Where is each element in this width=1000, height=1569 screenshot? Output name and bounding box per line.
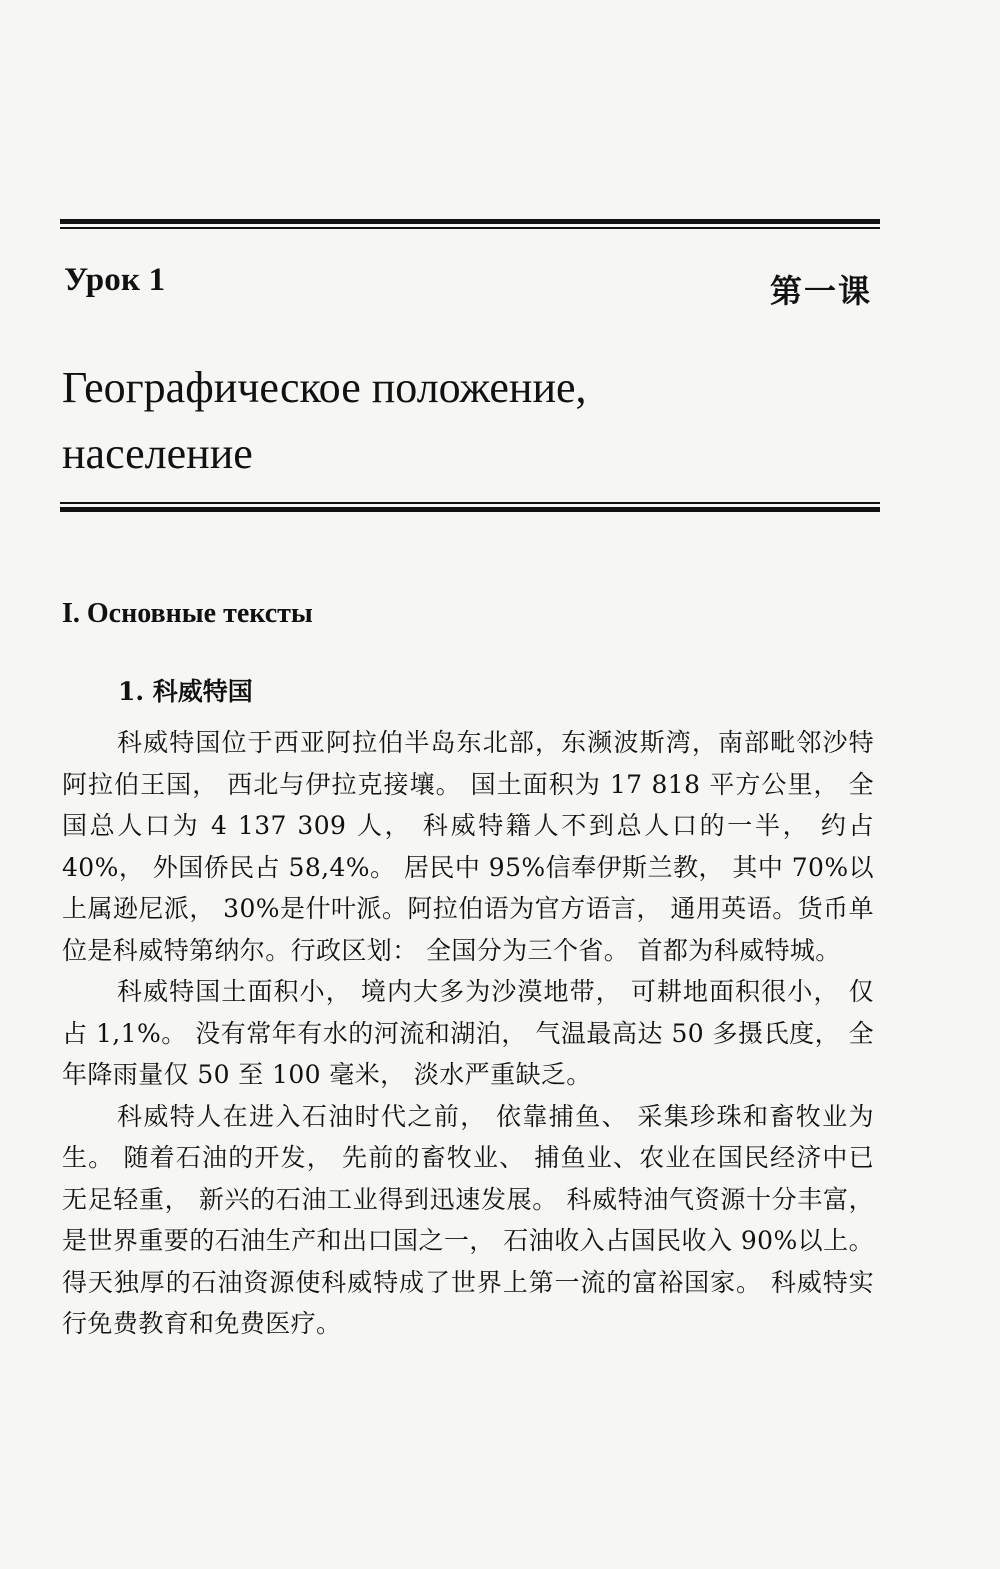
body-text [62, 722, 874, 1345]
bottom-double-rule [60, 502, 880, 512]
lesson-number-russian: Урок 1 [64, 262, 166, 298]
lesson-number-chinese: 第一课 [769, 272, 872, 310]
section-heading: I. Основные тексты [62, 598, 313, 629]
paragraph-3: 科威特人在进入石油时代之前， 依靠捕鱼、 采集珍珠和畜牧业为生。 随着石油的开发， 先前的畜牧业、 捕鱼业、农业在国民经济中已无足轻重， 新兴的石油工业得到迅速发展。 科威特油气资源十分丰富， 是世界重要的石油生产和出口国之一， 石油收入占国民收入 90%以上。 得天独厚的石油资源使科威特成了世界上第一流的富裕国家。 科威特实行免费教育和免费医疗。 [62, 1101, 874, 1338]
lesson-title-line1: Географическое положение, [62, 363, 587, 412]
lesson-title [62, 355, 882, 487]
paragraph-1: 科威特国位于西亚阿拉伯半岛东北部，东濒波斯湾，南部毗邻沙特阿拉伯王国， 西北与伊拉克接壤。 国土面积为 17 818 平方公里， 全国总人口为 4 137 309 人， 科威特籍人不到总人口的一半， 约占 40%， 外国侨民占 58,4%。 居民中 95%信奉伊斯兰教， 其中 70%以上属逊尼派， 30%是什叶派。阿拉伯语为官方语言， 通用英语。货币单位是科威特第纳尔。行政区划： 全国分为三个省。 首都为科威特城。 [62, 728, 874, 965]
top-double-rule [60, 219, 880, 229]
lesson-title-line2: население [62, 429, 253, 478]
paragraph-2: 科威特国土面积小， 境内大多为沙漠地带， 可耕地面积很小， 仅占 1,1%。 没有常年有水的河流和湖泊， 气温最高达 50 多摄氏度， 全年降雨量仅 50 至 100 毫米， 淡水严重缺乏。 [62, 977, 874, 1089]
subsection-heading: 1. 科威特国 [118, 677, 253, 706]
